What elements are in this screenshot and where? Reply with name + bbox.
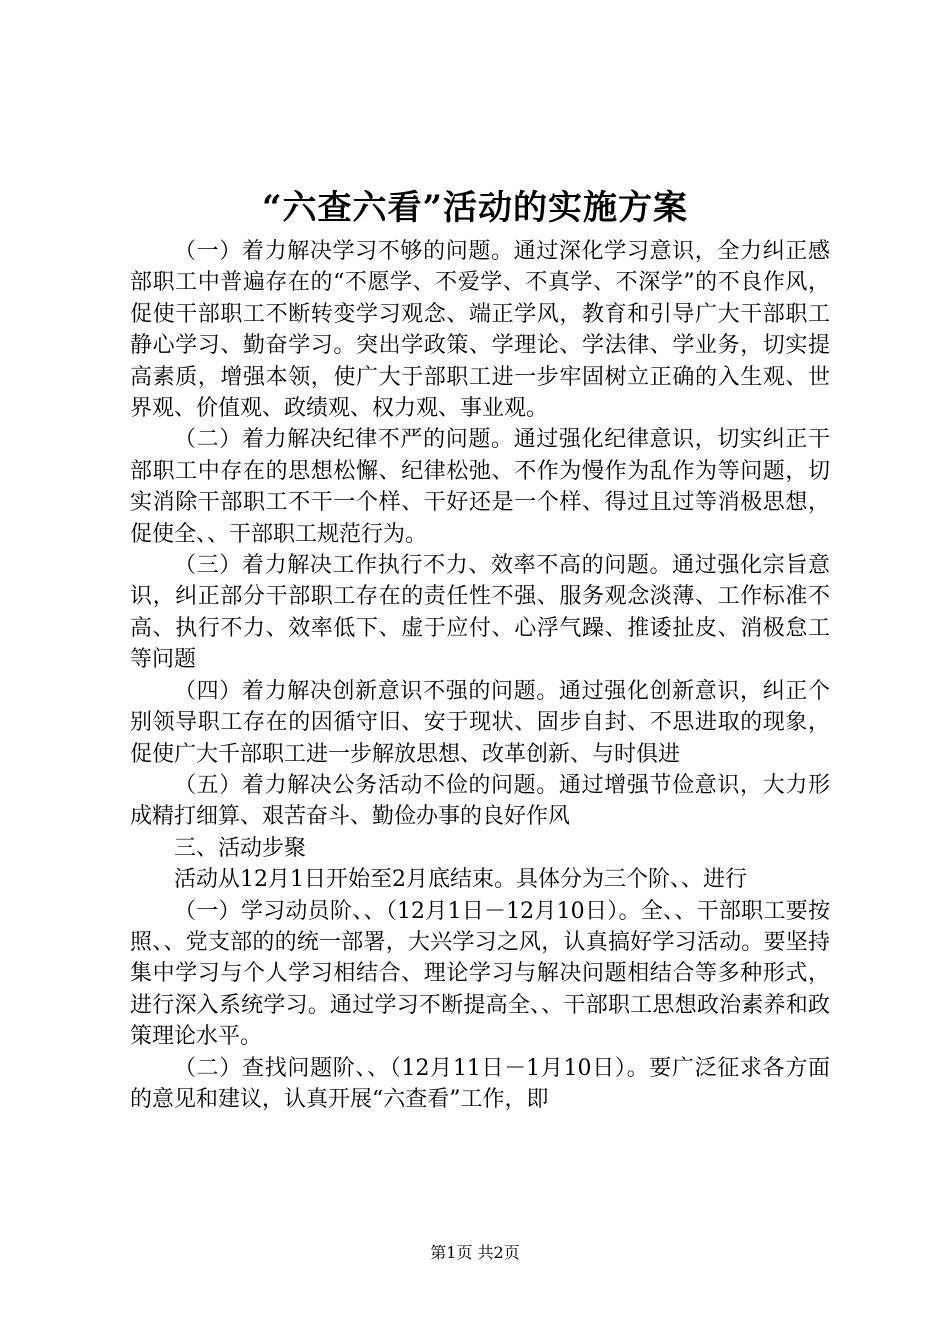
paragraph-2: （二）着力解决纪律不严的问题。通过强化纪律意识，切实纠正干部职工中存在的思想松懈、纪律松弛、不作为慢作为乱作为等问题，切实消除干部职工不干一个样、干好还是一个样、得过且过等消极思想，促使全、、干部职工规范行为。 xyxy=(130,427,830,547)
paragraph-7: （一）学习动员阶、、（12月1日－12月10日）。全、、干部职工要按照、、党支部的的统一部署，大兴学习之风，认真搞好学习活动。要坚持集中学习与个人学习相结合、理论学习与解决问题相结合等多种形式，进行深入系统学习。通过学习不断提高全、、干部职工思想政治素养和政策理论水平。 xyxy=(130,898,830,1050)
paragraph-5: （五）着力解决公务活动不俭的问题。通过增强节俭意识，大力形成精打细算、艰苦奋斗、勤俭办事的良好作风 xyxy=(130,772,830,830)
paragraph-8: （二）查找问题阶、、（12月11日－1月10日）。要广泛征求各方面的意见和建议，认真开展“六查看”工作，即 xyxy=(130,1055,830,1112)
document-body xyxy=(130,236,830,1115)
page-footer: 第1页 共2页 xyxy=(430,1243,520,1262)
paragraph-3: （三）着力解决工作执行不力、效率不高的问题。通过强化宗旨意识，纠正部分干部职工存在的责任性不强、服务观念淡薄、工作标准不高、执行不力、效率低下、虚于应付、心浮气躁、推诿扯皮、消极怠工等问题 xyxy=(130,553,830,673)
document-title: “六查六看”活动的实施方案 xyxy=(261,188,689,228)
paragraph-4: （四）着力解决创新意识不强的问题。通过强化创新意识，纠正个别领导职工存在的因循守旧、安于现状、固步自封、不思进取的现象，促使广大千部职工进一步解放思想、改革创新、与时俱进 xyxy=(130,678,830,767)
paragraph-6: 活动从12月1日开始至2月底结束。具体分为三个阶、、进行 xyxy=(174,867,747,893)
paragraph-1: （一）着力解决学习不够的问题。通过深化学习意识，全力纠正感部职工中普遍存在的“不愿学、不爱学、不真学、不深学”的不良作风，促使干部职工不断转变学习观念、端正学风，教育和引导广大干部职工静心学习、勤奋学习。突出学政策、学理论、学法律、学业务，切实提高素质，增强本领，使广大于部职工进一步牢固树立正确的入生观、世界观、价值观、政绩观、权力观、事业观。 xyxy=(130,239,830,422)
section-heading-steps: 三、活动步聚 xyxy=(174,835,307,861)
